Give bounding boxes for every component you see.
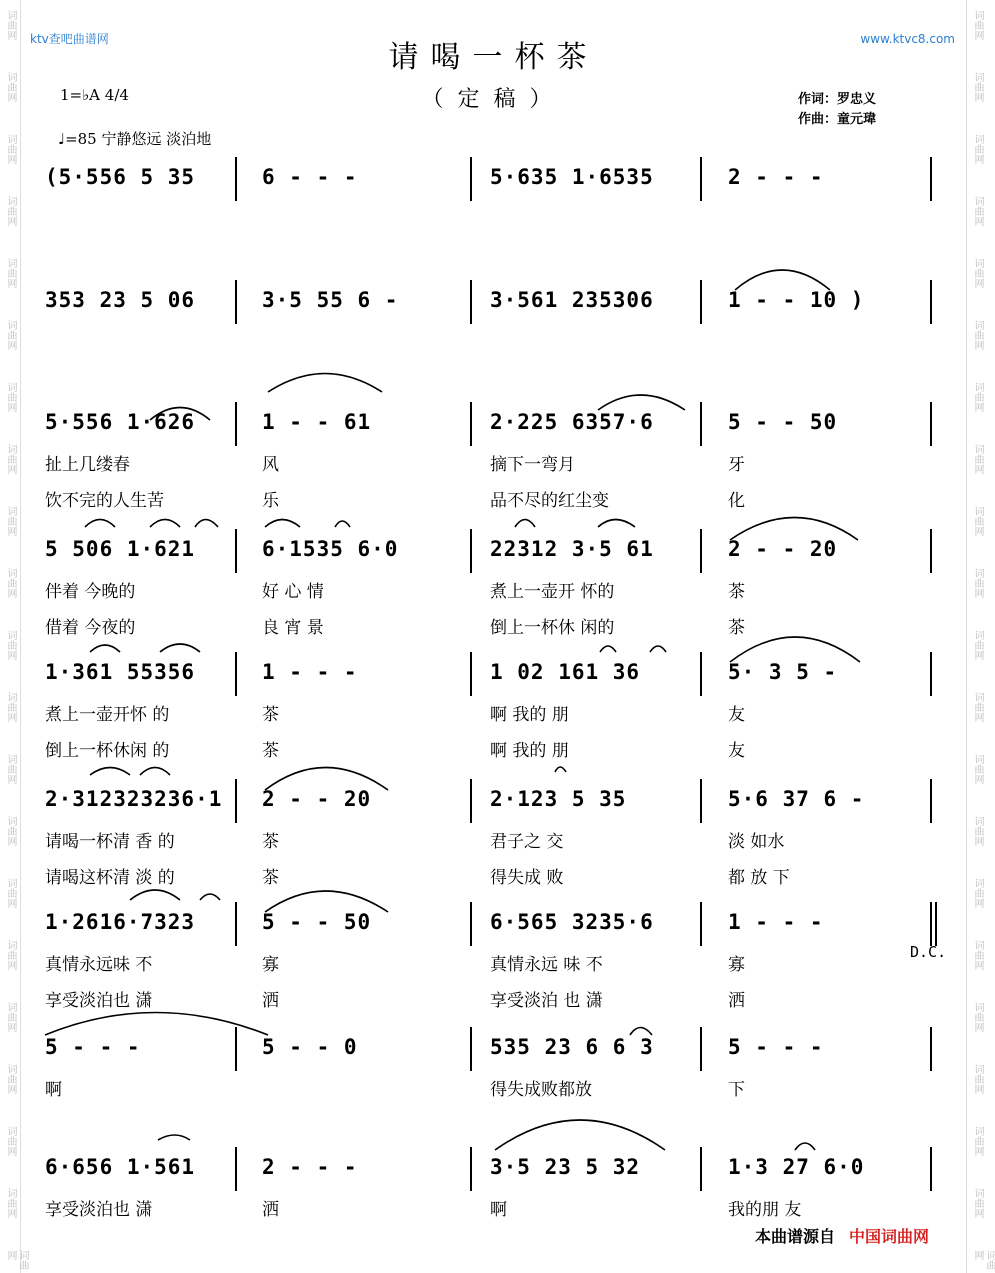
measure: 2·123 5 35 (490, 787, 627, 811)
measure: 1 - - 61 (262, 410, 372, 434)
bar-line (700, 779, 702, 823)
side-watermark-text: 词曲网 (972, 10, 983, 40)
side-watermark-text: 词曲网 (972, 1064, 983, 1094)
lyric-segment: 真情永远 味 不 (490, 955, 603, 975)
key-signature: 1=♭A 4/4 (60, 86, 129, 104)
measure: 5· 3 5 - (728, 660, 838, 684)
lyric-segment: 洒 (262, 1200, 279, 1220)
lyric-segment: 茶 (728, 618, 745, 638)
lyric-segment: 洒 (728, 991, 745, 1011)
song-subtitle: （定稿） (421, 87, 566, 112)
lyric-segment: 寡 (728, 955, 745, 975)
song-title: 请喝一杯茶 (388, 40, 599, 75)
side-watermark-text: 词曲网 (972, 196, 983, 226)
lyric-segment: 淡 如水 (728, 832, 785, 852)
lyric-segment: 乐 (262, 491, 279, 511)
bar-line (930, 902, 932, 946)
bar-line (700, 1147, 702, 1191)
bar-line (930, 1147, 932, 1191)
measure: 1 02 161 36 (490, 660, 641, 684)
tempo-marking: ♩=85 宁静悠远 淡泊地 (58, 130, 212, 148)
side-watermark-left (0, 0, 28, 1273)
lyric-segment: 享受淡泊 也 潇 (490, 991, 603, 1011)
measure: 3·561 235306 (490, 288, 654, 312)
lyric-segment: 啊 (490, 1200, 507, 1220)
notation-line (40, 910, 940, 940)
composer: 作曲：童元瑋 (798, 112, 877, 127)
side-watermark-text: 词曲网 (972, 134, 983, 164)
side-watermark-text: 词曲网 (972, 382, 983, 412)
bar-line (700, 157, 702, 201)
measure: 2 - - - (262, 1155, 358, 1179)
bar-line (700, 529, 702, 573)
measure: 6 - - - (262, 165, 358, 189)
side-watermark-text: 词曲网 (5, 382, 16, 412)
lyric-segment: 借着 今夜的 (45, 618, 136, 638)
side-watermark-text: 词曲网 (5, 10, 16, 40)
side-watermark-text: 词曲网 (5, 816, 16, 846)
measure: 2·225 6357·6 (490, 410, 654, 434)
measure: 5 - - - (728, 1035, 824, 1059)
lyric-segment: 好 心 情 (262, 582, 324, 602)
measure: 1 - - - (262, 660, 358, 684)
side-watermark-text: 词曲网 (972, 506, 983, 536)
side-watermark-text: 词曲网 (5, 320, 16, 350)
bar-line (470, 1027, 472, 1071)
lyric-segment: 煮上一壶开 怀的 (490, 582, 615, 602)
side-watermark-text: 词曲网 (5, 134, 16, 164)
measure: 3·5 55 6 - (262, 288, 399, 312)
lyric-segment: 请喝这杯清 淡 的 (45, 868, 175, 888)
measure: (5·556 5 35 (45, 165, 196, 189)
measure: 5 - - - (45, 1035, 141, 1059)
bar-line (930, 402, 932, 446)
side-watermark-text: 词曲网 (5, 1250, 28, 1270)
measure: 6·1535 6·0 (262, 537, 399, 561)
bar-line (470, 652, 472, 696)
bar-line (930, 652, 932, 696)
lyric-segment: 茶 (262, 705, 279, 725)
bar-line (235, 652, 237, 696)
side-watermark-text: 词曲网 (5, 1126, 16, 1156)
side-watermark-text: 词曲网 (972, 630, 983, 660)
bar-line (700, 280, 702, 324)
lyric-segment: 茶 (262, 832, 279, 852)
lyric-segment: 啊 我的 朋 (490, 741, 569, 761)
bar-line (930, 280, 932, 324)
measure: 2·312323236·1 (45, 787, 223, 811)
side-watermark-text: 词曲网 (972, 940, 983, 970)
notation-line (40, 288, 940, 318)
measure: 1·2616·7323 (45, 910, 196, 934)
measure: 2 - - 20 (728, 537, 838, 561)
bar-line (470, 280, 472, 324)
watermark-right: www.ktvc8.com (860, 32, 955, 46)
bar-line (700, 902, 702, 946)
lyric-segment: 茶 (262, 868, 279, 888)
side-watermark-text: 词曲网 (5, 258, 16, 288)
lyric-segment: 化 (728, 491, 745, 511)
bar-line (470, 1147, 472, 1191)
bar-line (470, 529, 472, 573)
lyric-segment: 啊 我的 朋 (490, 705, 569, 725)
measure: 3·5 23 5 32 (490, 1155, 641, 1179)
da-capo-mark: D.C. (910, 943, 947, 961)
lyric-segment: 享受淡泊也 潇 (45, 991, 153, 1011)
lyric-segment: 牙 (728, 455, 745, 475)
side-watermark-text: 词曲网 (972, 1188, 983, 1218)
lyricist: 作词：罗忠义 (798, 92, 877, 107)
side-watermark-text: 词曲网 (5, 692, 16, 722)
side-watermark-text: 词曲网 (972, 258, 983, 288)
side-watermark-text: 词曲网 (972, 1002, 983, 1032)
side-watermark-text: 词曲网 (972, 72, 983, 102)
lyric-segment: 友 (728, 741, 745, 761)
measure: 6·656 1·561 (45, 1155, 196, 1179)
lyric-segment: 良 宵 景 (262, 618, 324, 638)
source-credit (755, 1224, 929, 1247)
bar-line (700, 1027, 702, 1071)
bar-line (235, 157, 237, 201)
lyric-segment: 扯上几缕春 (45, 455, 130, 475)
bar-line (235, 779, 237, 823)
measure: 5 - - 0 (262, 1035, 358, 1059)
lyric-segment: 啊 (45, 1080, 62, 1100)
side-watermark-text: 词曲网 (972, 1126, 983, 1156)
side-watermark-text: 词曲网 (5, 568, 16, 598)
bar-line (470, 779, 472, 823)
side-watermark-text: 词曲网 (972, 1250, 995, 1270)
lyric-segment: 都 放 下 (728, 868, 790, 888)
lyric-segment: 茶 (262, 741, 279, 761)
measure: 5 - - 50 (728, 410, 838, 434)
bar-line (235, 529, 237, 573)
lyric-segment: 得失成 败 (490, 868, 564, 888)
measure: 1 - - - (728, 910, 824, 934)
measure: 6·565 3235·6 (490, 910, 654, 934)
lyric-segment: 茶 (728, 582, 745, 602)
lyric-segment: 我的朋 友 (728, 1200, 802, 1220)
measure: 1·3 27 6·0 (728, 1155, 865, 1179)
lyric-segment: 倒上一杯休闲 的 (45, 741, 170, 761)
measure: 5 506 1·621 (45, 537, 196, 561)
side-watermark-text: 词曲网 (5, 940, 16, 970)
side-watermark-text: 词曲网 (5, 754, 16, 784)
bar-line (930, 157, 932, 201)
side-watermark-text: 词曲网 (5, 444, 16, 474)
side-watermark-text: 词曲网 (972, 568, 983, 598)
measure: 2 - - 20 (262, 787, 372, 811)
lyric-segment: 请喝一杯清 香 的 (45, 832, 175, 852)
notation-line (40, 660, 940, 690)
measure: 5·635 1·6535 (490, 165, 654, 189)
lyric-segment: 友 (728, 705, 745, 725)
watermark-left: ktv查吧曲谱网 (30, 32, 109, 46)
lyric-segment: 享受淡泊也 潇 (45, 1200, 153, 1220)
bar-line (930, 1027, 932, 1071)
lyric-segment: 君子之 交 (490, 832, 564, 852)
notation-line (40, 537, 940, 567)
lyric-segment: 伴着 今晚的 (45, 582, 136, 602)
credits (798, 90, 876, 130)
bar-line (470, 157, 472, 201)
lyric-segment: 寡 (262, 955, 279, 975)
lyric-segment: 倒上一杯休 闲的 (490, 618, 615, 638)
measure: 535 23 6 6 3 (490, 1035, 654, 1059)
source-site: 中国词曲网 (849, 1227, 930, 1246)
measure: 1 - - 10 ) (728, 288, 865, 312)
notation-line (40, 165, 940, 195)
side-watermark-text: 词曲网 (972, 878, 983, 908)
measure: 5 - - 50 (262, 910, 372, 934)
side-watermark-text: 词曲网 (972, 320, 983, 350)
lyric-segment: 风 (262, 455, 279, 475)
bar-line (470, 402, 472, 446)
bar-line (930, 529, 932, 573)
side-watermark-text: 词曲网 (5, 630, 16, 660)
side-watermark-text: 词曲网 (5, 1064, 16, 1094)
lyric-segment: 品不尽的红尘变 (490, 491, 609, 511)
side-watermark-text: 词曲网 (5, 196, 16, 226)
notation-line (40, 787, 940, 817)
side-watermark-text: 词曲网 (5, 1188, 16, 1218)
lyric-segment: 饮不完的人生苦 (45, 491, 164, 511)
side-watermark-right (966, 0, 995, 1273)
measure: 1·361 55356 (45, 660, 196, 684)
lyric-segment: 得失成败都放 (490, 1080, 592, 1100)
bar-line (930, 779, 932, 823)
measure: 353 23 5 06 (45, 288, 196, 312)
lyric-segment: 洒 (262, 991, 279, 1011)
side-watermark-text: 词曲网 (5, 506, 16, 536)
notation-line (40, 1155, 940, 1185)
measure: 5·6 37 6 - (728, 787, 865, 811)
side-watermark-text: 词曲网 (5, 878, 16, 908)
side-watermark-text: 词曲网 (972, 816, 983, 846)
side-watermark-text: 词曲网 (972, 754, 983, 784)
source-label: 本曲谱源自 (755, 1227, 836, 1246)
side-watermark-text: 词曲网 (972, 444, 983, 474)
bar-line (700, 402, 702, 446)
bar-line (235, 902, 237, 946)
bar-line (235, 402, 237, 446)
measure: 22312 3·5 61 (490, 537, 654, 561)
bar-line (235, 1147, 237, 1191)
measure: 2 - - - (728, 165, 824, 189)
bar-line (235, 1027, 237, 1071)
lyric-segment: 摘下一弯月 (490, 455, 575, 475)
notation-line (40, 1035, 940, 1065)
bar-line (700, 652, 702, 696)
side-watermark-text: 词曲网 (972, 692, 983, 722)
lyric-segment: 下 (728, 1080, 745, 1100)
lyric-segment: 真情永远味 不 (45, 955, 153, 975)
measure: 5·556 1·626 (45, 410, 196, 434)
bar-line (470, 902, 472, 946)
notation-line (40, 410, 940, 440)
side-watermark-text: 词曲网 (5, 72, 16, 102)
bar-line (235, 280, 237, 324)
lyric-segment: 煮上一壶开怀 的 (45, 705, 170, 725)
side-watermark-text: 词曲网 (5, 1002, 16, 1032)
